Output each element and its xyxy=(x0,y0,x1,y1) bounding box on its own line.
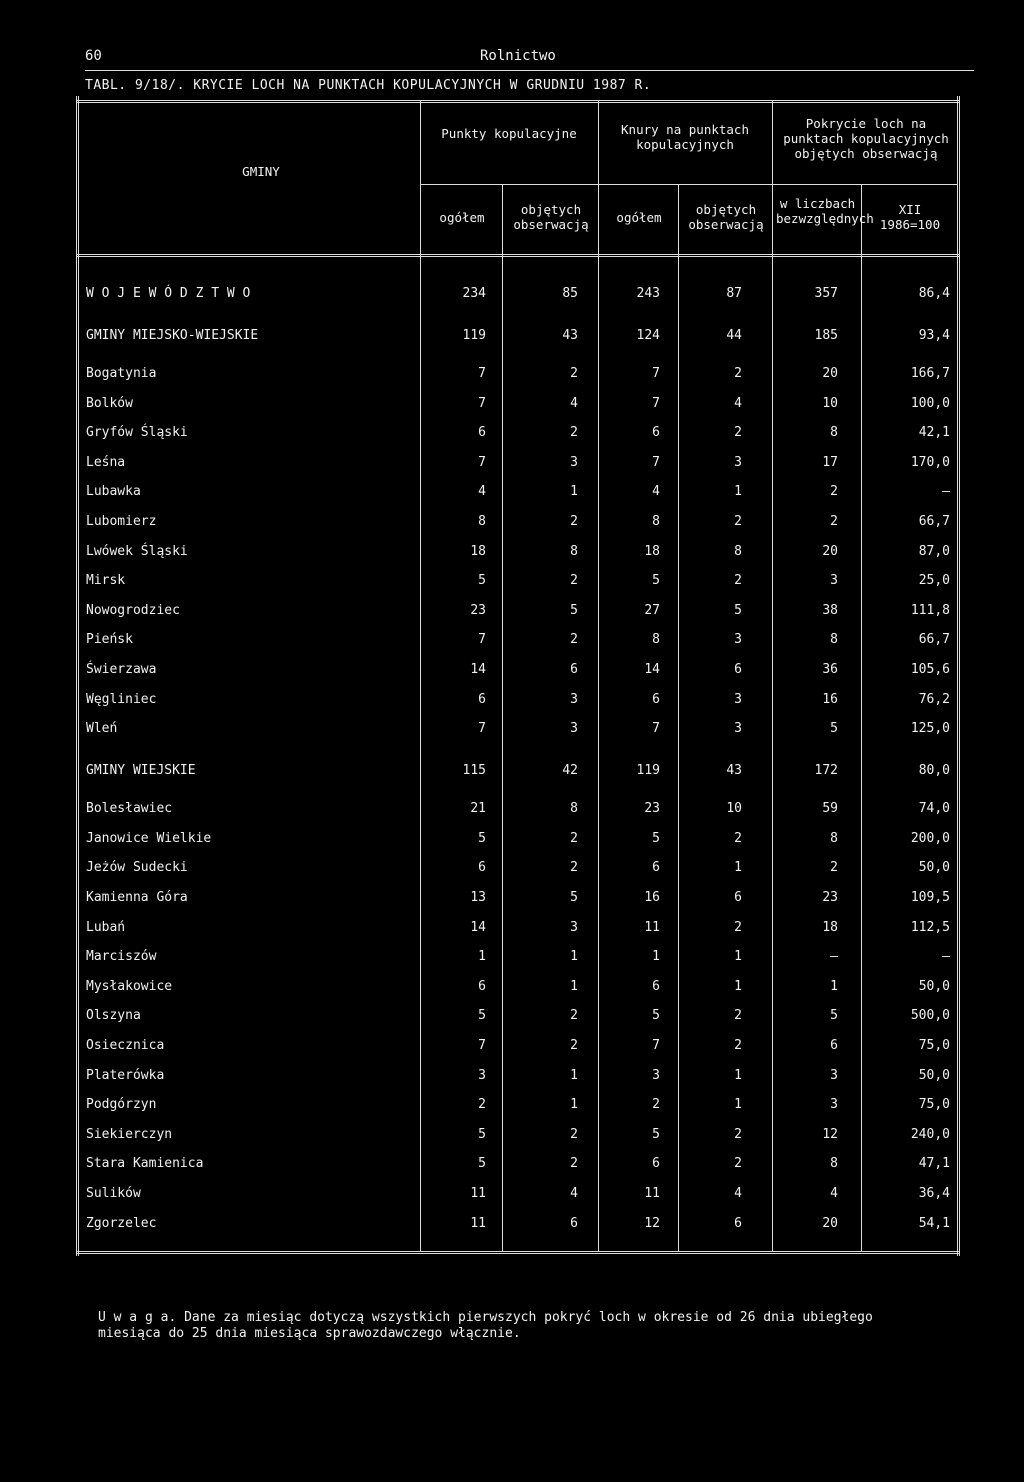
table-row xyxy=(76,284,960,308)
table-row xyxy=(76,660,960,684)
cell-value: 8 xyxy=(830,425,838,441)
cell-value: 6 xyxy=(570,1215,578,1231)
cell-value: 1 xyxy=(830,978,838,994)
cell-value: 12 xyxy=(822,1126,838,1142)
cell-value: 2 xyxy=(570,1126,578,1142)
cell-value: 75,0 xyxy=(918,1038,950,1053)
cell-value: 50,0 xyxy=(918,978,950,994)
cell-value: 50,0 xyxy=(918,860,950,876)
table-row xyxy=(76,326,960,350)
row-label: Siekierczyn xyxy=(86,1126,173,1142)
cell-value: 86,4 xyxy=(918,286,950,301)
cell-value: 7 xyxy=(478,1038,486,1053)
table-row xyxy=(76,977,960,1001)
table-row xyxy=(76,542,960,566)
cell-value: 1 xyxy=(478,949,486,965)
cell-value: 4 xyxy=(570,395,578,411)
cell-value: 7 xyxy=(478,366,486,381)
table-row xyxy=(76,888,960,912)
row-label: Sulików xyxy=(86,1186,141,1201)
table-row xyxy=(76,1214,960,1238)
cell-value: 100,0 xyxy=(910,395,950,411)
cell-value: 5 xyxy=(478,573,486,589)
cell-value: 3 xyxy=(734,721,742,737)
cell-value: 14 xyxy=(470,662,486,677)
cell-value: 1 xyxy=(734,860,742,876)
cell-value: 27 xyxy=(644,602,660,618)
header-sub-rule xyxy=(420,184,957,185)
cell-value: 7 xyxy=(478,395,486,411)
cell-value: 3 xyxy=(734,454,742,470)
cell-value: 14 xyxy=(470,919,486,935)
row-label: GMINY MIEJSKO-WIEJSKIE xyxy=(86,328,259,343)
cell-value: 8 xyxy=(652,632,660,648)
cell-value: 125,0 xyxy=(910,721,950,737)
cell-value: 2 xyxy=(570,1156,578,1172)
cell-value: 115 xyxy=(462,763,486,779)
cell-value: 200,0 xyxy=(910,830,950,846)
cell-value: 5 xyxy=(652,1126,660,1142)
row-label: Węgliniec xyxy=(86,691,157,707)
row-label: Mirsk xyxy=(86,573,126,589)
row-label: Gryfów Śląski xyxy=(86,425,188,441)
row-label: Osiecznica xyxy=(86,1038,165,1053)
cell-value: 6 xyxy=(734,1215,742,1231)
cell-value: 2 xyxy=(734,573,742,589)
header-objetych: objętych obserwacją xyxy=(513,202,589,232)
cell-value: 111,8 xyxy=(910,602,950,618)
table-row xyxy=(76,829,960,853)
cell-value: 7 xyxy=(652,366,660,381)
row-label: Bolków xyxy=(86,395,133,411)
cell-value: 23 xyxy=(822,890,838,905)
row-label: Jeżów Sudecki xyxy=(86,860,188,876)
table-row xyxy=(76,1184,960,1208)
cell-value: 1 xyxy=(570,978,578,994)
cell-value: 109,5 xyxy=(910,890,950,905)
table-row xyxy=(76,482,960,506)
header-knury: Knury na punktach kopulacyjnych xyxy=(621,122,749,152)
cell-value: 234 xyxy=(462,286,486,301)
cell-value: – xyxy=(942,484,950,500)
row-label: Zgorzelec xyxy=(86,1215,157,1231)
cell-value: 5 xyxy=(478,830,486,846)
cell-value: – xyxy=(942,949,950,965)
cell-value: 500,0 xyxy=(910,1008,950,1024)
row-label: Lwówek Śląski xyxy=(86,543,188,559)
cell-value: 5 xyxy=(652,573,660,589)
cell-value: 16 xyxy=(822,691,838,707)
cell-value: 5 xyxy=(478,1126,486,1142)
cell-value: 8 xyxy=(478,514,486,529)
cell-value: 2 xyxy=(570,366,578,381)
cell-value: 14 xyxy=(644,662,660,677)
page-header xyxy=(85,48,974,71)
table-top-rule xyxy=(76,100,960,103)
cell-value: 243 xyxy=(636,286,660,301)
cell-value: 2 xyxy=(734,830,742,846)
cell-value: 2 xyxy=(734,1038,742,1053)
row-label: Janowice Wielkie xyxy=(86,830,212,846)
table-row xyxy=(76,761,960,785)
cell-value: 2 xyxy=(734,1126,742,1142)
cell-value: 20 xyxy=(822,366,838,381)
cell-value: 2 xyxy=(570,425,578,441)
cell-value: 75,0 xyxy=(918,1097,950,1113)
cell-value: 2 xyxy=(830,514,838,529)
table-bottom-rule xyxy=(76,1251,960,1254)
cell-value: 6 xyxy=(734,662,742,677)
cell-value: 6 xyxy=(478,691,486,707)
row-label: Platerówka xyxy=(86,1067,165,1083)
cell-value: 6 xyxy=(734,890,742,905)
cell-value: 43 xyxy=(562,328,578,343)
cell-value: 16 xyxy=(644,890,660,905)
running-title: Rolnictwo xyxy=(480,48,556,64)
row-label: Kamienna Góra xyxy=(86,890,188,905)
cell-value: 5 xyxy=(734,602,742,618)
cell-value: 119 xyxy=(462,328,486,343)
cell-value: 7 xyxy=(478,721,486,737)
table-row xyxy=(76,630,960,654)
header-pokrycie: Pokrycie loch na punktach kopulacyjnych objętych obserwacją xyxy=(783,116,949,161)
cell-value: 8 xyxy=(652,514,660,529)
cell-value: 5 xyxy=(478,1008,486,1024)
cell-value: 8 xyxy=(830,830,838,846)
row-label: Nowogrodziec xyxy=(86,602,180,618)
cell-value: 1 xyxy=(570,1067,578,1083)
row-label: Wleń xyxy=(86,721,118,737)
cell-value: 43 xyxy=(726,763,742,779)
cell-value: 8 xyxy=(734,543,742,559)
cell-value: 42 xyxy=(562,763,578,779)
cell-value: 5 xyxy=(570,602,578,618)
data-table xyxy=(76,96,960,1256)
row-label: Olszyna xyxy=(86,1008,141,1024)
cell-value: 74,0 xyxy=(918,801,950,817)
cell-value: 170,0 xyxy=(910,454,950,470)
table-row xyxy=(76,799,960,823)
row-label: Lubawka xyxy=(86,484,141,500)
cell-value: 2 xyxy=(570,1038,578,1053)
cell-value: 3 xyxy=(734,632,742,648)
cell-value: 6 xyxy=(830,1038,838,1053)
cell-value: 2 xyxy=(734,514,742,529)
row-label: W O J E W Ó D Z T W O xyxy=(86,286,251,301)
cell-value: 7 xyxy=(652,1038,660,1053)
cell-value: 93,4 xyxy=(918,328,950,343)
cell-value: 2 xyxy=(652,1097,660,1113)
cell-value: 357 xyxy=(814,286,838,301)
cell-value: 1 xyxy=(734,1067,742,1083)
cell-value: 20 xyxy=(822,543,838,559)
cell-value: 11 xyxy=(470,1186,486,1201)
cell-value: 2 xyxy=(478,1097,486,1113)
cell-value: 1 xyxy=(570,484,578,500)
row-label: Mysłakowice xyxy=(86,978,173,994)
table-row xyxy=(76,1095,960,1119)
table-row xyxy=(76,601,960,625)
table-row xyxy=(76,1036,960,1060)
header-objetych: objętych obserwacją xyxy=(688,202,764,232)
cell-value: 23 xyxy=(644,801,660,817)
cell-value: 4 xyxy=(734,1186,742,1201)
cell-value: 124 xyxy=(636,328,660,343)
header-xii-1986: XII 1986=100 xyxy=(879,202,941,232)
cell-value: 66,7 xyxy=(918,514,950,529)
cell-value: 2 xyxy=(734,1156,742,1172)
cell-value: 17 xyxy=(822,454,838,470)
cell-value: 7 xyxy=(652,721,660,737)
cell-value: 80,0 xyxy=(918,763,950,779)
cell-value: 59 xyxy=(822,801,838,817)
cell-value: 5 xyxy=(478,1156,486,1172)
cell-value: 3 xyxy=(570,721,578,737)
cell-value: 2 xyxy=(570,1008,578,1024)
cell-value: 76,2 xyxy=(918,691,950,707)
cell-value: 2 xyxy=(734,919,742,935)
cell-value: 1 xyxy=(734,949,742,965)
cell-value: 23 xyxy=(470,602,486,618)
cell-value: 18 xyxy=(822,919,838,935)
cell-value: 5 xyxy=(652,1008,660,1024)
cell-value: 36 xyxy=(822,662,838,677)
cell-value: 7 xyxy=(478,454,486,470)
table-note: U w a g a. Dane za miesiąc dotyczą wszystkich pierwszych pokryć loch w okresie od 26 dnia ubiegłego miesiąca do 25 dnia miesiąca sprawozdawczego włącznie. xyxy=(98,1310,873,1341)
cell-value: 11 xyxy=(644,1186,660,1201)
cell-value: 3 xyxy=(830,573,838,589)
cell-value: 5 xyxy=(570,890,578,905)
cell-value: 3 xyxy=(478,1067,486,1083)
cell-value: 6 xyxy=(652,978,660,994)
cell-value: 6 xyxy=(478,978,486,994)
cell-value: 2 xyxy=(734,366,742,381)
cell-value: 10 xyxy=(726,801,742,817)
cell-value: 6 xyxy=(652,860,660,876)
cell-value: 6 xyxy=(652,425,660,441)
cell-value: 7 xyxy=(652,395,660,411)
cell-value: 47,1 xyxy=(918,1156,950,1172)
cell-value: 105,6 xyxy=(910,662,950,677)
cell-value: 5 xyxy=(830,1008,838,1024)
cell-value: 2 xyxy=(830,484,838,500)
cell-value: 50,0 xyxy=(918,1067,950,1083)
cell-value: 4 xyxy=(570,1186,578,1201)
row-label: Bogatynia xyxy=(86,366,157,381)
table-row xyxy=(76,719,960,743)
cell-value: 1 xyxy=(734,978,742,994)
cell-value: 112,5 xyxy=(910,919,950,935)
cell-value: 4 xyxy=(652,484,660,500)
cell-value: 18 xyxy=(644,543,660,559)
cell-value: 2 xyxy=(570,830,578,846)
cell-value: 119 xyxy=(636,763,660,779)
table-row xyxy=(76,512,960,536)
cell-value: 4 xyxy=(734,395,742,411)
cell-value: 6 xyxy=(570,662,578,677)
cell-value: 10 xyxy=(822,395,838,411)
cell-value: 2 xyxy=(570,514,578,529)
cell-value: 36,4 xyxy=(918,1186,950,1201)
header-punkty: Punkty kopulacyjne xyxy=(441,126,577,141)
row-label: Leśna xyxy=(86,454,126,470)
cell-value: – xyxy=(830,949,838,965)
cell-value: 3 xyxy=(570,454,578,470)
table-row xyxy=(76,947,960,971)
cell-value: 12 xyxy=(644,1215,660,1231)
page-number: 60 xyxy=(85,48,102,64)
cell-value: 2 xyxy=(734,1008,742,1024)
row-label: Podgórzyn xyxy=(86,1097,157,1113)
cell-value: 11 xyxy=(470,1215,486,1231)
header-ogolem: ogółem xyxy=(439,210,485,225)
header-gminy: GMINY xyxy=(242,164,280,179)
cell-value: 4 xyxy=(830,1186,838,1201)
cell-value: 44 xyxy=(726,328,742,343)
cell-value: 25,0 xyxy=(918,573,950,589)
table-row xyxy=(76,918,960,942)
cell-value: 2 xyxy=(570,573,578,589)
cell-value: 54,1 xyxy=(918,1215,950,1231)
table-row xyxy=(76,453,960,477)
cell-value: 1 xyxy=(734,484,742,500)
table-row xyxy=(76,423,960,447)
cell-value: 2 xyxy=(570,860,578,876)
row-label: Pieńsk xyxy=(86,632,133,648)
row-label: Świerzawa xyxy=(86,662,157,677)
cell-value: 3 xyxy=(570,691,578,707)
cell-value: 85 xyxy=(562,286,578,301)
cell-value: 1 xyxy=(570,1097,578,1113)
cell-value: 1 xyxy=(652,949,660,965)
cell-value: 240,0 xyxy=(910,1126,950,1142)
cell-value: 87,0 xyxy=(918,543,950,559)
cell-value: 172 xyxy=(814,763,838,779)
row-label: Marciszów xyxy=(86,949,157,965)
cell-value: 166,7 xyxy=(910,366,950,381)
table-row xyxy=(76,1006,960,1030)
cell-value: 38 xyxy=(822,602,838,618)
cell-value: 6 xyxy=(478,425,486,441)
cell-value: 7 xyxy=(652,454,660,470)
cell-value: 185 xyxy=(814,328,838,343)
cell-value: 3 xyxy=(570,919,578,935)
cell-value: 1 xyxy=(570,949,578,965)
cell-value: 21 xyxy=(470,801,486,817)
cell-value: 3 xyxy=(652,1067,660,1083)
cell-value: 2 xyxy=(570,632,578,648)
header-w-liczbach: w liczbach bezwzględnych xyxy=(776,196,874,226)
table-row xyxy=(76,364,960,388)
table-row xyxy=(76,1066,960,1090)
table-row xyxy=(76,394,960,418)
cell-value: 1 xyxy=(734,1097,742,1113)
cell-value: 8 xyxy=(570,801,578,817)
cell-value: 2 xyxy=(734,425,742,441)
row-label: Lubomierz xyxy=(86,514,157,529)
cell-value: 5 xyxy=(830,721,838,737)
table-caption: TABL. 9/18/. KRYCIE LOCH NA PUNKTACH KOPULACYJNYCH W GRUDNIU 1987 R. xyxy=(85,78,652,93)
table-row xyxy=(76,690,960,714)
cell-value: 3 xyxy=(830,1067,838,1083)
cell-value: 4 xyxy=(478,484,486,500)
row-label: Bolesławiec xyxy=(86,801,173,817)
cell-value: 6 xyxy=(478,860,486,876)
row-label: Lubań xyxy=(86,919,126,935)
cell-value: 3 xyxy=(830,1097,838,1113)
row-label: GMINY WIEJSKIE xyxy=(86,763,196,779)
cell-value: 11 xyxy=(644,919,660,935)
cell-value: 2 xyxy=(830,860,838,876)
cell-value: 3 xyxy=(734,691,742,707)
table-row xyxy=(76,1125,960,1149)
cell-value: 8 xyxy=(830,1156,838,1172)
cell-value: 13 xyxy=(470,890,486,905)
cell-value: 6 xyxy=(652,691,660,707)
cell-value: 8 xyxy=(570,543,578,559)
cell-value: 7 xyxy=(478,632,486,648)
cell-value: 87 xyxy=(726,286,742,301)
header-bottom-rule xyxy=(76,254,960,257)
cell-value: 20 xyxy=(822,1215,838,1231)
row-label: Stara Kamienica xyxy=(86,1156,204,1172)
cell-value: 8 xyxy=(830,632,838,648)
cell-value: 6 xyxy=(652,1156,660,1172)
header-ogolem: ogółem xyxy=(616,210,662,225)
table-row xyxy=(76,571,960,595)
cell-value: 18 xyxy=(470,543,486,559)
cell-value: 5 xyxy=(652,830,660,846)
table-row xyxy=(76,858,960,882)
table-row xyxy=(76,1154,960,1178)
cell-value: 66,7 xyxy=(918,632,950,648)
cell-value: 42,1 xyxy=(918,425,950,441)
